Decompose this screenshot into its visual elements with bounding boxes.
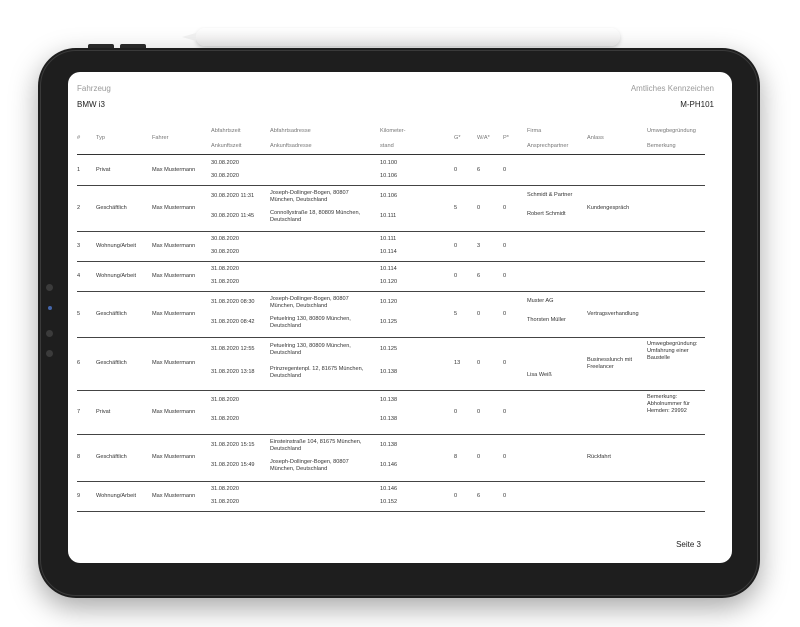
driver: Max Mustermann	[152, 166, 196, 173]
km-start: 10.120	[380, 299, 398, 305]
driver: Max Mustermann	[152, 454, 196, 460]
company: Muster AG	[527, 298, 554, 304]
km-end: 10.125	[380, 319, 398, 325]
detour-remark: Umwegbegründung: Umfahrung einer Baustelle	[647, 341, 698, 361]
trip-type: Geschäftlich	[96, 204, 127, 211]
km-commute: 0	[477, 310, 481, 317]
km-commute: 0	[477, 360, 481, 366]
driver: Max Mustermann	[152, 408, 196, 415]
departure-time: 31.08.2020 12:55	[211, 346, 255, 352]
arrival-time: 30.08.2020	[211, 173, 239, 179]
arrival-address: Joseph-Dollinger-Bogen, 80807 München, Deutschland	[270, 459, 349, 472]
trip-type: Wohnung/Arbeit	[96, 272, 137, 279]
km-commute: 6	[477, 166, 481, 173]
arrival-time: 31.08.2020 15:49	[211, 462, 255, 468]
driver: Max Mustermann	[152, 204, 196, 211]
trip-type: Wohnung/Arbeit	[96, 242, 137, 249]
departure-time: 31.08.2020	[211, 486, 239, 492]
row-divider	[77, 185, 705, 186]
km-private: 0	[503, 310, 507, 317]
row-divider	[77, 390, 705, 391]
header-divider	[77, 154, 705, 155]
plate-label: Amtliches Kennzeichen	[630, 84, 714, 93]
occasion: Businesslunch mit Freelancer	[587, 357, 633, 370]
company: Schmidt & Partner	[527, 192, 573, 198]
km-end: 10.111	[380, 213, 397, 219]
trip-type: Privat	[96, 408, 111, 415]
km-start: 10.138	[380, 397, 398, 403]
arrival-time: 31.08.2020 13:18	[211, 369, 255, 375]
departure-time: 30.08.2020 11:31	[211, 193, 255, 199]
column-header-fahrer: Fahrer	[152, 135, 169, 141]
arrival-address: Petuelring 130, 80809 München, Deutschland	[270, 316, 351, 329]
contact-person: Robert Schmidt	[527, 211, 566, 217]
departure-time: 31.08.2020	[211, 397, 239, 403]
km-private: 0	[503, 204, 507, 211]
column-header-anlass: Anlass	[587, 135, 604, 141]
row-number: 8	[77, 454, 81, 460]
row-divider	[77, 481, 705, 482]
column-header-umweg: Umwegbegründung	[647, 128, 696, 134]
row-divider	[77, 261, 705, 262]
departure-address: Joseph-Dollinger-Bogen, 80807 München, Deutschland	[270, 190, 349, 203]
vehicle-value: BMW i3	[77, 100, 105, 109]
row-number: 5	[77, 310, 81, 317]
camera-dot	[46, 330, 53, 337]
row-divider	[77, 291, 705, 292]
km-business: 0	[454, 492, 458, 499]
km-start: 10.125	[380, 346, 398, 352]
column-header-abfahrtszeit: Abfahrtszeit	[211, 128, 241, 134]
occasion: Kundengespräch	[587, 204, 630, 211]
km-commute: 0	[477, 454, 481, 460]
km-business: 0	[454, 166, 458, 173]
arrival-time: 31.08.2020	[211, 279, 239, 285]
arrival-time: 30.08.2020	[211, 249, 239, 255]
km-end: 10.114	[380, 249, 397, 255]
km-business: 8	[454, 454, 458, 460]
driver: Max Mustermann	[152, 360, 196, 366]
column-header-nr: #	[77, 135, 81, 141]
driver: Max Mustermann	[152, 310, 196, 317]
driver: Max Mustermann	[152, 492, 196, 499]
camera-dot	[46, 350, 53, 357]
row-number: 6	[77, 360, 81, 366]
column-header-ansprechpartner: Ansprechpartner	[527, 143, 569, 149]
row-number: 1	[77, 166, 81, 173]
driver: Max Mustermann	[152, 272, 196, 279]
km-private: 0	[503, 272, 507, 279]
km-business: 5	[454, 310, 458, 317]
departure-time: 31.08.2020	[211, 266, 239, 272]
km-private: 0	[503, 408, 507, 415]
row-number: 9	[77, 492, 81, 499]
column-header-ankunftszeit: Ankunftszeit	[211, 143, 242, 149]
trip-type: Geschäftlich	[96, 360, 127, 366]
row-divider	[77, 434, 705, 435]
km-private: 0	[503, 242, 507, 249]
km-start: 10.138	[380, 442, 398, 448]
km-business: 0	[454, 242, 458, 249]
km-commute: 3	[477, 242, 481, 249]
km-end: 10.106	[380, 173, 398, 179]
km-start: 10.111	[380, 236, 397, 242]
km-commute: 6	[477, 492, 481, 499]
occasion: Vertragsverhandlung	[587, 310, 639, 317]
column-header-abfahrtsadresse: Abfahrtsadresse	[270, 128, 311, 134]
km-commute: 0	[477, 408, 481, 415]
km-business: 13	[454, 360, 461, 366]
km-end: 10.146	[380, 462, 398, 468]
row-number: 2	[77, 204, 81, 211]
driver: Max Mustermann	[152, 242, 196, 249]
sensor-dot	[48, 306, 52, 310]
column-header-ankunftsadresse: Ankunftsadresse	[270, 143, 312, 149]
column-header-typ: Typ	[96, 135, 106, 141]
km-commute: 6	[477, 272, 481, 279]
arrival-address: Connollystraße 18, 80809 München, Deutschland	[270, 210, 361, 223]
arrival-address: Prinzregentenpl. 12, 81675 München, Deutschland	[270, 366, 364, 379]
row-divider	[77, 337, 705, 338]
column-header-g: G*	[454, 135, 461, 141]
km-end: 10.138	[380, 369, 398, 375]
column-header-wa: W/A*	[477, 135, 490, 141]
page-number: Seite 3	[676, 540, 701, 549]
column-header-km1: Kilometer-	[380, 128, 406, 134]
plate-value: M-PH101	[680, 100, 714, 109]
arrival-time: 31.08.2020	[211, 416, 239, 422]
departure-address: Petuelring 130, 80809 München, Deutschland	[270, 343, 351, 356]
arrival-time: 31.08.2020	[211, 499, 239, 505]
trip-type: Wohnung/Arbeit	[96, 492, 137, 499]
km-start: 10.106	[380, 193, 398, 199]
row-number: 3	[77, 242, 81, 249]
km-end: 10.120	[380, 279, 398, 285]
contact-person: Thorsten Müller	[527, 317, 566, 323]
km-end: 10.138	[380, 416, 398, 422]
column-header-bemerkung: Bemerkung	[647, 143, 676, 149]
departure-time: 30.08.2020	[211, 160, 239, 166]
arrival-time: 30.08.2020 11:45	[211, 213, 255, 219]
row-number: 7	[77, 408, 81, 415]
row-number: 4	[77, 272, 81, 279]
km-start: 10.146	[380, 486, 398, 492]
km-start: 10.100	[380, 160, 398, 166]
column-header-p: P*	[503, 135, 509, 141]
column-header-km2: stand	[380, 143, 394, 149]
km-commute: 0	[477, 204, 481, 211]
km-business: 0	[454, 408, 458, 415]
occasion: Rückfahrt	[587, 454, 611, 460]
arrival-time: 31.08.2020 08:42	[211, 319, 255, 325]
column-header-firma: Firma	[527, 128, 542, 134]
km-private: 0	[503, 166, 507, 173]
departure-address: Einsteinstraße 104, 81675 München, Deutschland	[270, 439, 362, 452]
trip-type: Geschäftlich	[96, 310, 127, 317]
departure-time: 31.08.2020 15:15	[211, 442, 255, 448]
trip-type: Privat	[96, 166, 111, 173]
km-end: 10.152	[380, 499, 398, 505]
km-start: 10.114	[380, 266, 397, 272]
trip-type: Geschäftlich	[96, 454, 127, 460]
km-private: 0	[503, 360, 507, 366]
departure-time: 31.08.2020 08:30	[211, 299, 255, 305]
contact-person: Lisa Weiß	[527, 372, 552, 378]
km-private: 0	[503, 454, 507, 460]
apple-pencil	[196, 28, 620, 46]
camera-dot	[46, 284, 53, 291]
detour-remark: Bemerkung: Abholnummer für Hemden: 29992	[647, 394, 690, 414]
km-private: 0	[503, 492, 507, 499]
departure-address: Joseph-Dollinger-Bogen, 80807 München, Deutschland	[270, 296, 349, 309]
document-page	[68, 72, 732, 563]
departure-time: 30.08.2020	[211, 236, 239, 242]
row-divider	[77, 511, 705, 512]
row-divider	[77, 231, 705, 232]
vehicle-label: Fahrzeug	[77, 84, 111, 93]
km-business: 0	[454, 272, 458, 279]
km-business: 5	[454, 204, 458, 211]
